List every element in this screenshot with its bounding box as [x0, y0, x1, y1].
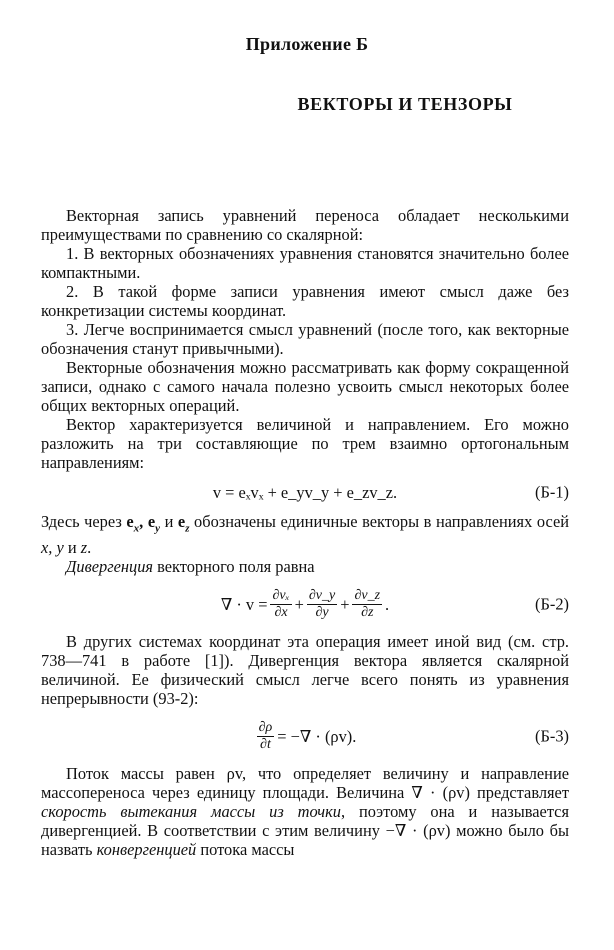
chapter-title: ВЕКТОРЫ И ТЕНЗОРЫ: [297, 94, 513, 114]
paragraph: Векторные обозначения можно рассматривать как форму сокращенной записи, однако с самого начала полезно усвоить смысл некоторых более общих векторных операций.: [41, 358, 569, 415]
paragraph: 2. В такой форме записи уравнения имеют смысл даже без конкретизации системы координат.: [41, 282, 569, 320]
body-text: [41, 206, 569, 859]
equation-b3: $\frac{\partial\rho}{\partial t}$ = −∇ · (ρv). (Б-3): [258, 719, 569, 752]
paragraph: Здесь через $e_x$, $e_y$ и $e_z$ обозначены единичные векторы в направлениях осей x, y и z.: [41, 512, 569, 558]
paragraph: Вектор характеризуется величиной и направлением. Его можно разложить на три составляющие по трем взаимно ортогональным направлениям:: [41, 415, 569, 472]
paragraph: Дивергенция векторного поля равна: [66, 557, 315, 577]
equation-b2-lhs: ∇ · v =: [220, 594, 268, 614]
equation-b3-number: (Б-3): [535, 726, 569, 746]
equation-b1: [41, 472, 569, 512]
appendix-label: Приложение Б: [245, 34, 369, 54]
equation-b1-number: (Б-1): [535, 482, 569, 502]
paragraph: 3. Легче воспринимается смысл уравнений (после того, как векторные обозначения станут привычными).: [41, 320, 569, 358]
equation-b2-number: (Б-2): [535, 594, 569, 614]
equation-b2: ∇ · v = $\frac{\text{∂vₓ}}{\partial x}$ + $\frac{\partial v\_y}{\partial y}$ + $\frac{\partial v\_z}{\partial z}$ . (Б-2): [220, 587, 569, 620]
paragraph: В других системах координат эта операция имеет иной вид (см. стр. 738—741 в работе [1]). Дивергенция вектора является скалярной величиной. Ее физический смысл легче всего понять из уравнения непрерывности (93-2):: [41, 632, 569, 709]
equation-b1-formula: v = eₓvₓ + e_yv_y + e_zv_z.: [212, 482, 398, 502]
equation-b3-rhs: = −∇ · (ρv).: [277, 726, 357, 746]
paragraph: 1. В векторных обозначениях уравнения становятся значительно более компактными.: [41, 244, 569, 282]
paragraph: Векторная запись уравнений переноса обладает несколькими преимуществами по сравнению со скалярной:: [41, 206, 569, 244]
paragraph: Поток массы равен ρv, что определяет величину и направление массопереноса через единицу площади. Величина ∇ · (ρv) представляет скорость вытекания массы из точки, поэтому она и называется дивергенцией. В соответствии с этим величину −∇ · (ρv) можно было бы назвать конвергенцией потока массы: [41, 764, 570, 860]
